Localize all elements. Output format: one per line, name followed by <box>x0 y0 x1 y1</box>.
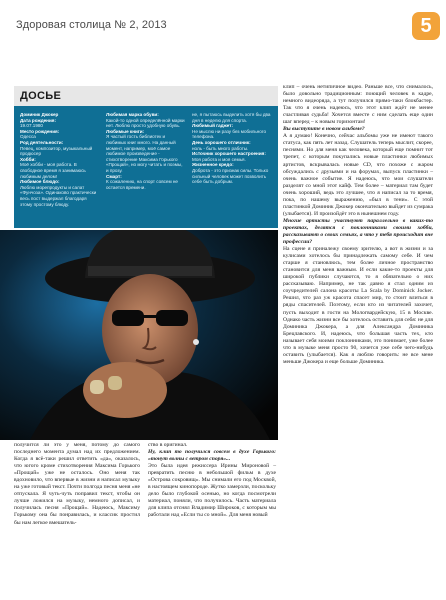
dossier-entry-label: Жизненное кредо: <box>192 162 234 168</box>
dossier-entry-text: Какой-то одной определённой марки нет. Люблю просто удобную обувь. <box>106 117 185 129</box>
dossier-entry <box>20 157 100 179</box>
article-paragraph: А я думаю! Конечно, сейчас альбомы уже не имеют такого статуса, как пять лет назад. Слушатель теперь мыслит, скорее, песнями. Но для меня как человека, который еще помнит тот трепет, с которым покупались новые пластинки любимых артистов, вскрывалась новые CD, что похоже с жаром обсуждались с друзьями и на форумах, выпуск пластинки – очень важное событие. Я надеюсь, что мои слушатели разделят со мной этот кайф. Тем более – материал там будет очень хороший, ведь это лучшее, что я написал за то время, пока, по нашему выражению, «был в тени». С этой пластинкой Доминик Джокер окончательно выйдет из сумрака (улыбается). И произойдёт это в нынешнем году. <box>283 133 433 217</box>
dossier-entry <box>106 112 186 129</box>
dossier-entry-text: К сожалению, на спорт совсем не остается времени. <box>106 179 178 190</box>
dossier-entry-label: Любимая марка обуви: <box>106 112 159 117</box>
dossier-column-3 <box>192 112 272 185</box>
dossier-entry <box>20 140 100 157</box>
dossier-entry-text: ноль - быть много работы. <box>192 145 249 151</box>
dossier-entry-label: Любимый гаджет: <box>192 123 234 129</box>
portrait-illustration <box>0 230 278 440</box>
article-right-column <box>283 84 433 366</box>
magazine-issue-title: Здоровая столица № 2, 2013 <box>16 19 167 31</box>
dossier-entry <box>192 123 272 140</box>
dossier-entry-label: Любимые книги: <box>106 128 145 134</box>
dossier-entry-label: Любимое блюдо: <box>20 179 60 185</box>
dossier-entry-text: Я частый гость библиотек и любимых книг много. На данный момент, например, моё самое любимое произведение - стихотворение Максима Горького «Прощай», но могу читать и поэмы, и прозу. <box>106 134 183 173</box>
dossier-entry <box>20 179 100 207</box>
dossier-entry-text: не, я пытаюсь выделить хотя бы два дня в неделю для спорта. <box>192 112 271 123</box>
article-paragraph: получится ли это у меня, потому до самого последнего момента думал над их предложением. Когда я всё-таки решил ответить «да», оказалось, что югого кроме стихотворения Максима Горького «Прощай» уже не осталось. Оно меня так вдохновило, что впервые в жизни я написал музыку на уже готовый текст. Почти полгода песня меня «не отпускала. Я чуть-чуть поправил текст, чтобы он лучше ложился на музыку, немного дописал, и получилась песня «Прощай». Надеюсь, Максиму Горькому она бы понравилась, и классик простил бы нам легкое вмешатель- <box>14 442 140 526</box>
article-paragraph: ство в оригинал. <box>148 442 188 448</box>
dossier-entry-label: Хобби: <box>20 156 36 162</box>
dossier-title: ДОСЬЕ <box>20 90 62 102</box>
dossier-entry-label: Доминик Джокер <box>20 112 59 117</box>
article-paragraph: Это была идея режиссера Ирины Мироновой – превратить песню в небольшой фильм в духе «Острова сокровищ». Мы снимали его под Москвой, в настоящем кинопороде. Жутко замерзли, поскольку дело было глубокой осенью, но когда посмотрели материал, поняли, что получилось. Часть материала для клипа отснял Владимир Широков, с которым мы работали над «Если ты со мной». Для меня новый <box>148 463 276 519</box>
dossier-entry <box>192 112 272 123</box>
article-paragraph: На сцене я приналежу своему зрителю, а вот в жизни и за кулисами хотелось бы принадлежать самому себе. И чем старше я становлюсь, тем более личное пространство становится для меня важным. И если какие-то проекты для широкой публики случаются, то я обязательно о них рассказываю. Например, не так давно я стал одним из соучредителей салона красоты La Scala by Dominick Jocker. Решил, что раз уж красота спасет мир, то стоит влиться в ряды спасителей. Поэтому, если кто из читателей захочет, пусть выходит в гости на Мологвардейскую, 15 в Москве. Однако часть жизни все бы хотелось оставить для себя: не для Доминика Джокера, а для Александра Доминика Брецлавского. И, надеюсь, что большая часть тех, кто называет себя моими поклонниками, это понимает, уже более что в музыке меня просто 90, хочется уже себе чего-нибудь оставить (улыбается). Как я люблю говорить: не все мене меньше Джокера и еще больше Доминика. <box>283 246 433 365</box>
portrait-photo <box>0 230 278 440</box>
dossier-entry <box>106 129 186 174</box>
dossier-entry-label: День хорошего отличник: <box>192 139 251 145</box>
dossier-entry <box>20 118 100 129</box>
interview-question: Ну, клип то получился совсем в духе Горького: «тонут волны с ветром споря»... <box>148 449 276 463</box>
interview-question: Многие артисты участвуют параллельно в каких-то проектах, делятся с поклонниками своими хобби, рассказывают о своих семьях, а что у тебя происходит вне профессии? <box>283 217 433 246</box>
dossier-entry-label: Источник хорошего настроения: <box>192 151 266 157</box>
article-paragraph: клип – очень нетипичное видео. Раньше все, что снималось, было довольно традиционным: поющий человек в кадре, немного видеоряда, а тут получился прямо-таки блокбастер. Так что я очень надеюсь, что этот клип ждёт не менее счастливая судьба! Хочется вместе с ним сделать еще один шаг вперед – к новым горизонтам! <box>283 84 433 126</box>
dossier-entry <box>192 162 272 184</box>
article-bottom-column-2 <box>148 442 276 520</box>
dossier-entry <box>106 174 186 191</box>
interview-question: Вы выступите в новом альбоме? <box>283 126 365 133</box>
dossier-entry-text: Одесса <box>20 134 36 140</box>
dossier-entry <box>192 140 272 151</box>
dossier-entry-text: Доброта - это признак силы. Только сильный человек может позволить себе быть добрым. <box>192 167 269 185</box>
page-number-badge: 5 <box>412 12 440 40</box>
dossier-entry-label: Дата рождения: <box>20 117 56 123</box>
dossier-panel <box>14 86 278 228</box>
dossier-column-1 <box>20 112 100 207</box>
dossier-entry <box>20 129 100 140</box>
dossier-entry-text: Люблю морепродукты и салат «Фунчоза». Одинаково практически весь пост выдержал благодаря этому простому блюду. <box>20 184 97 207</box>
dossier-entry-text: Моя работа и моя семья. <box>192 156 246 162</box>
dossier-title-bar <box>14 86 278 106</box>
dossier-entry-label: Род деятельности: <box>20 139 64 145</box>
dossier-entry-label: Место рождения: <box>20 128 60 134</box>
page-header <box>0 0 446 58</box>
dossier-entry-text: Моё хобби - моя работа. В свободное время я занимаюсь любимым делом! <box>20 162 86 179</box>
dossier-entry <box>192 151 272 162</box>
dossier-entry-label: Смарт: <box>106 173 122 179</box>
dossier-entry-text: Певец, композитор, музыкальный продюсер <box>20 145 93 157</box>
dossier-entry-text: Не мыслю ни разу без мобильного телефона. <box>192 128 266 140</box>
article-bottom-column-1 <box>14 442 140 527</box>
dossier-entry-text: 19.07.1980 <box>20 123 43 129</box>
dossier-column-2 <box>106 112 186 190</box>
